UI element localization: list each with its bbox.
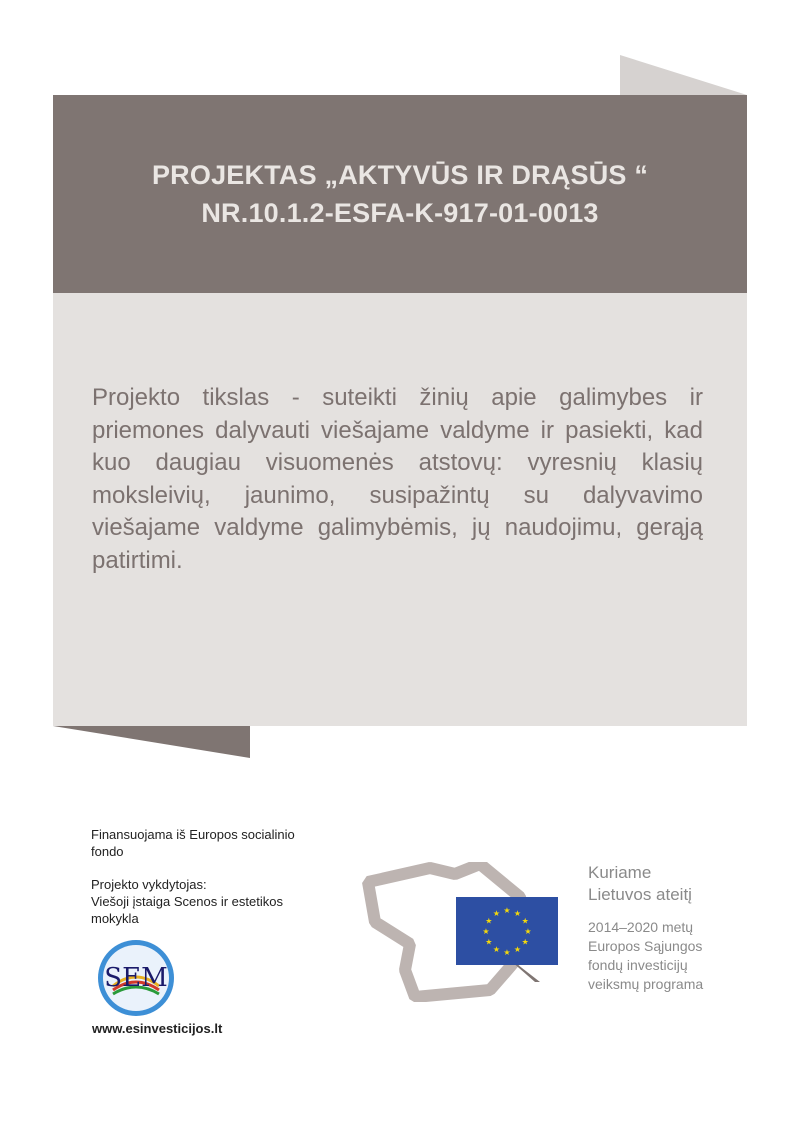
eu-star-icon: ★ [492,908,501,918]
top-right-fold [620,55,747,95]
sem-logo-letters: SEM [104,963,168,993]
slogan [588,862,768,906]
eu-star-icon: ★ [513,945,522,955]
project-number: NR.10.1.2-ESFA-K-917-01-0013 [201,198,599,228]
eu-star-icon: ★ [485,937,493,947]
funding-line-2: fondo [91,844,124,859]
bottom-left-fold [53,726,250,758]
header-band [53,95,747,293]
program-line-1: 2014–2020 metų [588,919,694,935]
executor-line-2: mokykla [91,911,139,926]
eu-program-info [588,862,768,994]
eu-star-icon: ★ [485,916,493,926]
program-line-2: Europos Sąjungos [588,938,703,954]
eu-star-icon: ★ [521,937,529,947]
program-line-3: fondų investicijų [588,957,688,973]
eu-star-icon: ★ [503,948,511,957]
website-link[interactable]: www.esinvesticijos.lt [92,1021,223,1036]
executor-label: Projekto vykdytojas: [91,877,207,892]
sem-logo [93,938,179,1018]
eu-star-icon: ★ [521,916,529,926]
project-goal-text: Projekto tikslas - suteikti žinių apie galimybes ir priemones dalyvauti viešajame valdyme ir pasiekti, kad kuo daugiau visuomenės atstovų: vyresnių klasių moksleivių, jaunimo, susipažintų su dalyvavimo viešajame valdyme galimybėmis, jų naudojimu, gerąją patirtimi. [92,384,703,574]
footer-info [91,826,351,943]
program-line-4: veiksmų programa [588,976,704,992]
funding-line-1: Finansuojama iš Europos socialinio [91,827,295,842]
program-name [588,918,768,994]
eu-stars-icon [456,897,558,965]
eu-star-icon: ★ [503,906,511,915]
eu-star-icon: ★ [492,945,501,955]
executor-line-1: Viešoji įstaiga Scenos ir estetikos [91,894,283,909]
project-title: PROJEKTAS „AKTYVŪS IR DRĄSŪS “ [151,160,649,190]
slogan-line-1: Kuriame [588,863,652,882]
executor-note [91,876,351,927]
slogan-line-2: Lietuvos ateitį [588,885,692,904]
funding-note [91,826,351,860]
eu-flag [456,897,558,965]
eu-star-icon: ★ [482,927,490,936]
eu-star-icon: ★ [513,908,522,918]
eu-star-icon: ★ [524,927,532,936]
